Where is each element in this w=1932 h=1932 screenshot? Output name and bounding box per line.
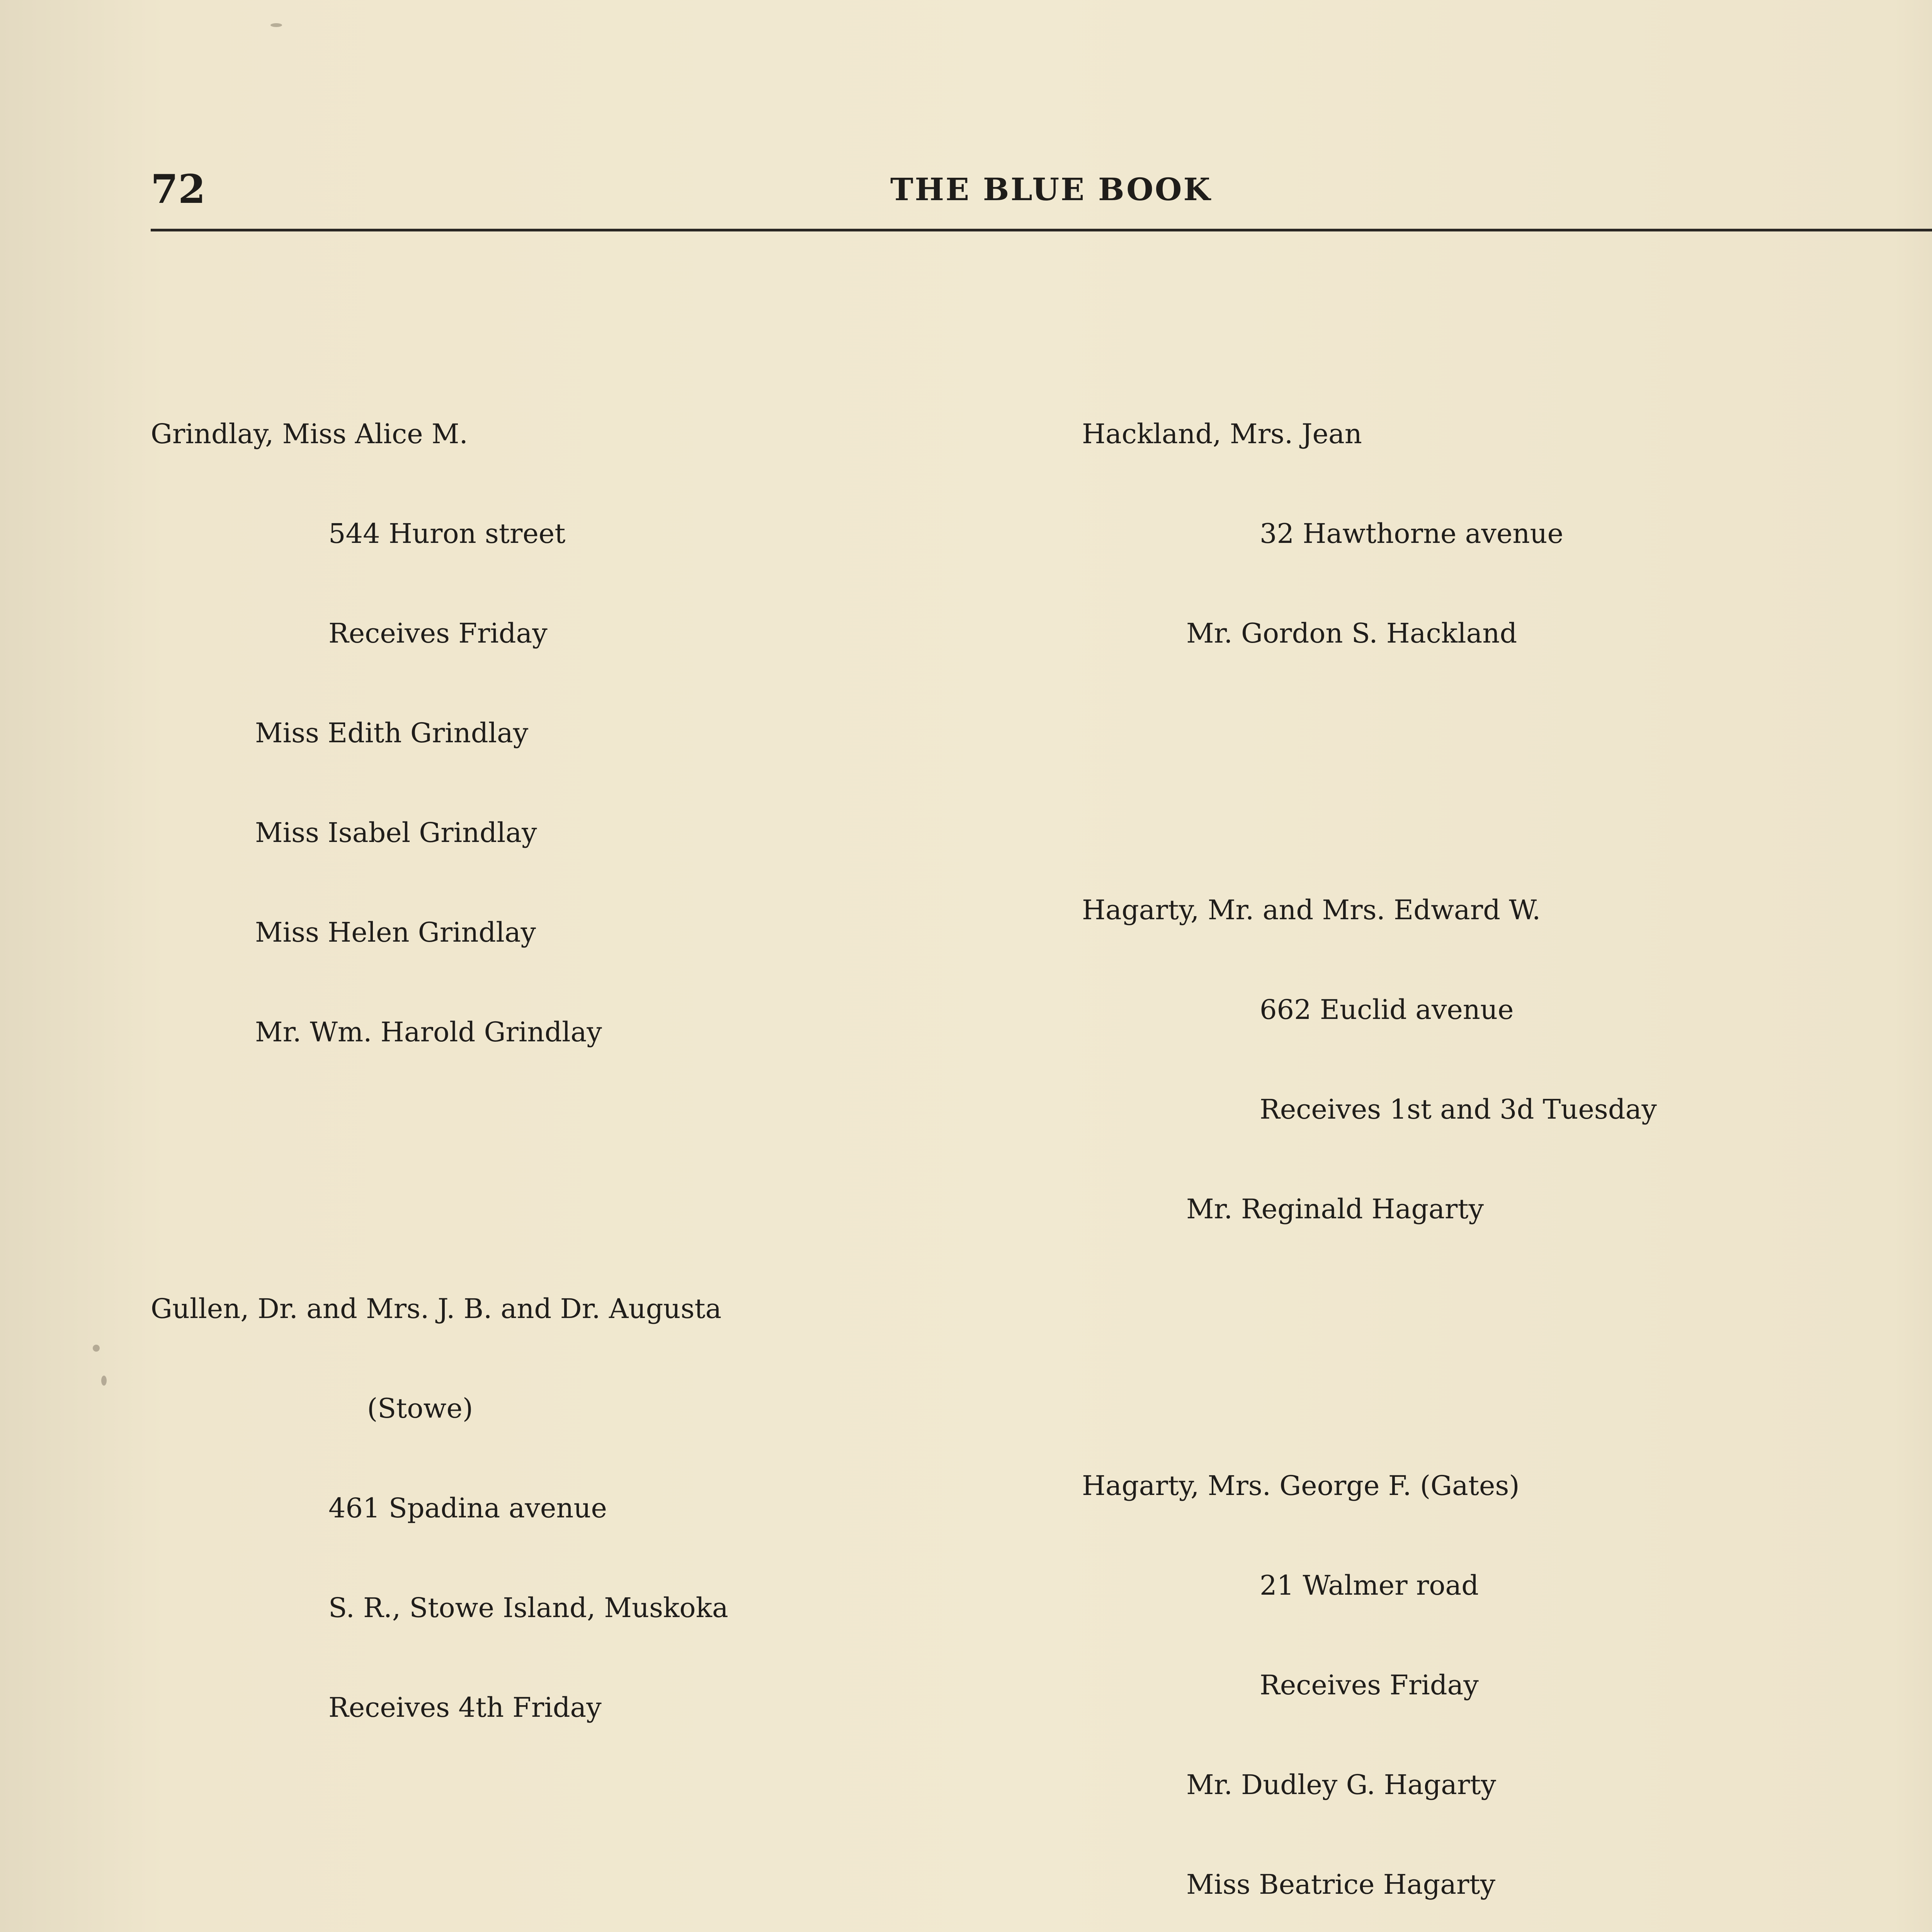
entry-line: Miss Helen Grindlay (255, 917, 536, 948)
entry-line: Mr. Dudley G. Hagarty (1186, 1769, 1496, 1801)
directory-entry (1082, 351, 1932, 716)
right-column (1082, 251, 1932, 1932)
header-rule (151, 229, 1932, 231)
entry-line: (Stowe) (367, 1393, 473, 1424)
left-column (151, 251, 1063, 1932)
entry-line: Mr. Gordon S. Hackland (1186, 617, 1517, 649)
paper-speck (93, 1345, 100, 1352)
entry-name: Hackland, Mrs. Jean (1082, 418, 1362, 450)
entry-line: S. R., Stowe Island, Muskoka (328, 1592, 728, 1624)
directory-entry (151, 1901, 1063, 1932)
entry-line: Receives Friday (1260, 1669, 1479, 1701)
entry-line: 544 Huron street (328, 518, 566, 549)
entry-line: 32 Hawthorne avenue (1260, 518, 1563, 549)
directory-entry (151, 1226, 1063, 1791)
entry-line: Miss Isabel Grindlay (255, 817, 537, 849)
entry-line: Receives 4th Friday (328, 1692, 602, 1723)
entry-line: Receives 1st and 3d Tuesday (1260, 1094, 1657, 1125)
page-number: 72 (151, 166, 206, 213)
entry-line: Receives Friday (328, 617, 548, 649)
entry-line: 662 Euclid avenue (1260, 994, 1514, 1026)
page-header (151, 162, 1932, 220)
running-title: THE BLUE BOOK (890, 171, 1212, 207)
entry-name: Gullen, Dr. and Mrs. J. B. and Dr. Augusta (151, 1293, 722, 1325)
entry-name: Grindlay, Miss Alice M. (151, 418, 468, 450)
directory-entry (1082, 827, 1932, 1292)
entry-name: Hagarty, Mrs. George F. (Gates) (1082, 1470, 1520, 1502)
entry-name: Hagarty, Mr. and Mrs. Edward W. (1082, 894, 1541, 926)
entry-line: 461 Spadina avenue (328, 1492, 607, 1524)
directory-entry (151, 351, 1063, 1115)
entry-line: Miss Edith Grindlay (255, 717, 529, 749)
entry-line: 21 Walmer road (1260, 1570, 1479, 1601)
paper-speck (270, 23, 282, 27)
paper-speck (101, 1376, 107, 1386)
directory-entry (1082, 1403, 1932, 1932)
entry-line: Mr. Wm. Harold Grindlay (255, 1016, 602, 1048)
entry-line: Miss Beatrice Hagarty (1186, 1869, 1496, 1900)
entry-line: Mr. Reginald Hagarty (1186, 1193, 1484, 1225)
